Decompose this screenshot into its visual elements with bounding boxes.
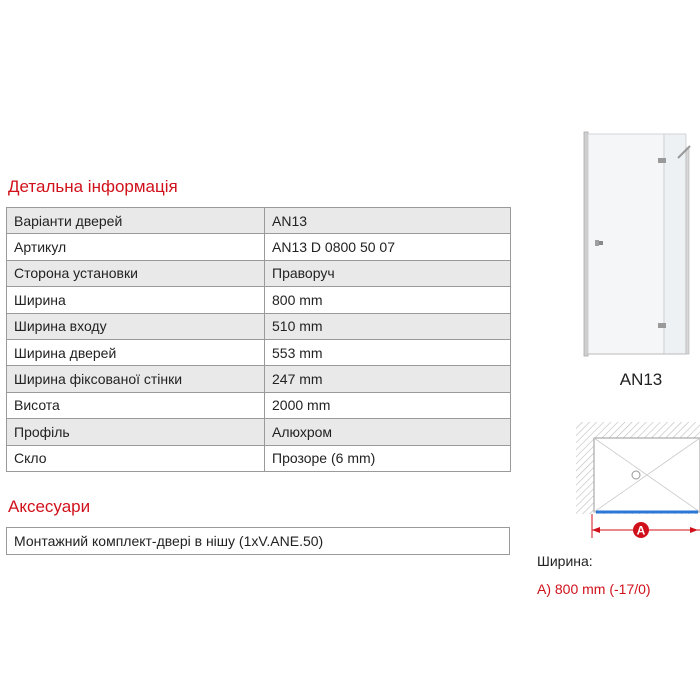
row-label: Сторона установки bbox=[7, 260, 265, 286]
row-label: Профіль bbox=[7, 419, 265, 445]
row-value: AN13 bbox=[265, 208, 511, 234]
table-row bbox=[7, 419, 511, 445]
table-row bbox=[7, 260, 511, 286]
row-label: Висота bbox=[7, 392, 265, 418]
table-row bbox=[7, 339, 511, 365]
row-value: Праворуч bbox=[265, 260, 511, 286]
product-label: AN13 bbox=[619, 370, 663, 389]
row-value: 510 mm bbox=[265, 313, 511, 339]
table-row bbox=[7, 313, 511, 339]
dimension-marker-label: A bbox=[636, 523, 646, 538]
row-label: Ширина дверей bbox=[7, 339, 265, 365]
row-label: Артикул bbox=[7, 234, 265, 260]
table-row bbox=[7, 366, 511, 392]
row-label: Скло bbox=[7, 445, 265, 471]
row-value: Алюхром bbox=[265, 419, 511, 445]
row-value: Прозоре (6 mm) bbox=[265, 445, 511, 471]
row-value: AN13 D 0800 50 07 bbox=[265, 234, 511, 260]
accessories-section-title: Аксесуари bbox=[8, 497, 91, 516]
row-label: Ширина входу bbox=[7, 313, 265, 339]
row-value: 247 mm bbox=[265, 366, 511, 392]
width-label: Ширина: bbox=[537, 553, 593, 569]
table-row bbox=[7, 234, 511, 260]
table-row bbox=[7, 287, 511, 313]
table-row bbox=[7, 445, 511, 471]
shower-door-image bbox=[578, 128, 698, 360]
details-section-title: Детальна інформація bbox=[8, 177, 178, 196]
width-value: A) 800 mm (-17/0) bbox=[537, 581, 651, 597]
table-row bbox=[7, 208, 511, 234]
accessory-item: Монтажний комплект-двері в нішу (1xV.ANE.50) bbox=[6, 527, 510, 555]
row-label: Ширина bbox=[7, 287, 265, 313]
floor-plan-diagram bbox=[572, 418, 700, 544]
row-label: Ширина фіксованої стінки bbox=[7, 366, 265, 392]
row-value: 553 mm bbox=[265, 339, 511, 365]
row-label: Варіанти дверей bbox=[7, 208, 265, 234]
row-value: 800 mm bbox=[265, 287, 511, 313]
row-value: 2000 mm bbox=[265, 392, 511, 418]
table-row bbox=[7, 392, 511, 418]
details-table bbox=[6, 207, 511, 472]
